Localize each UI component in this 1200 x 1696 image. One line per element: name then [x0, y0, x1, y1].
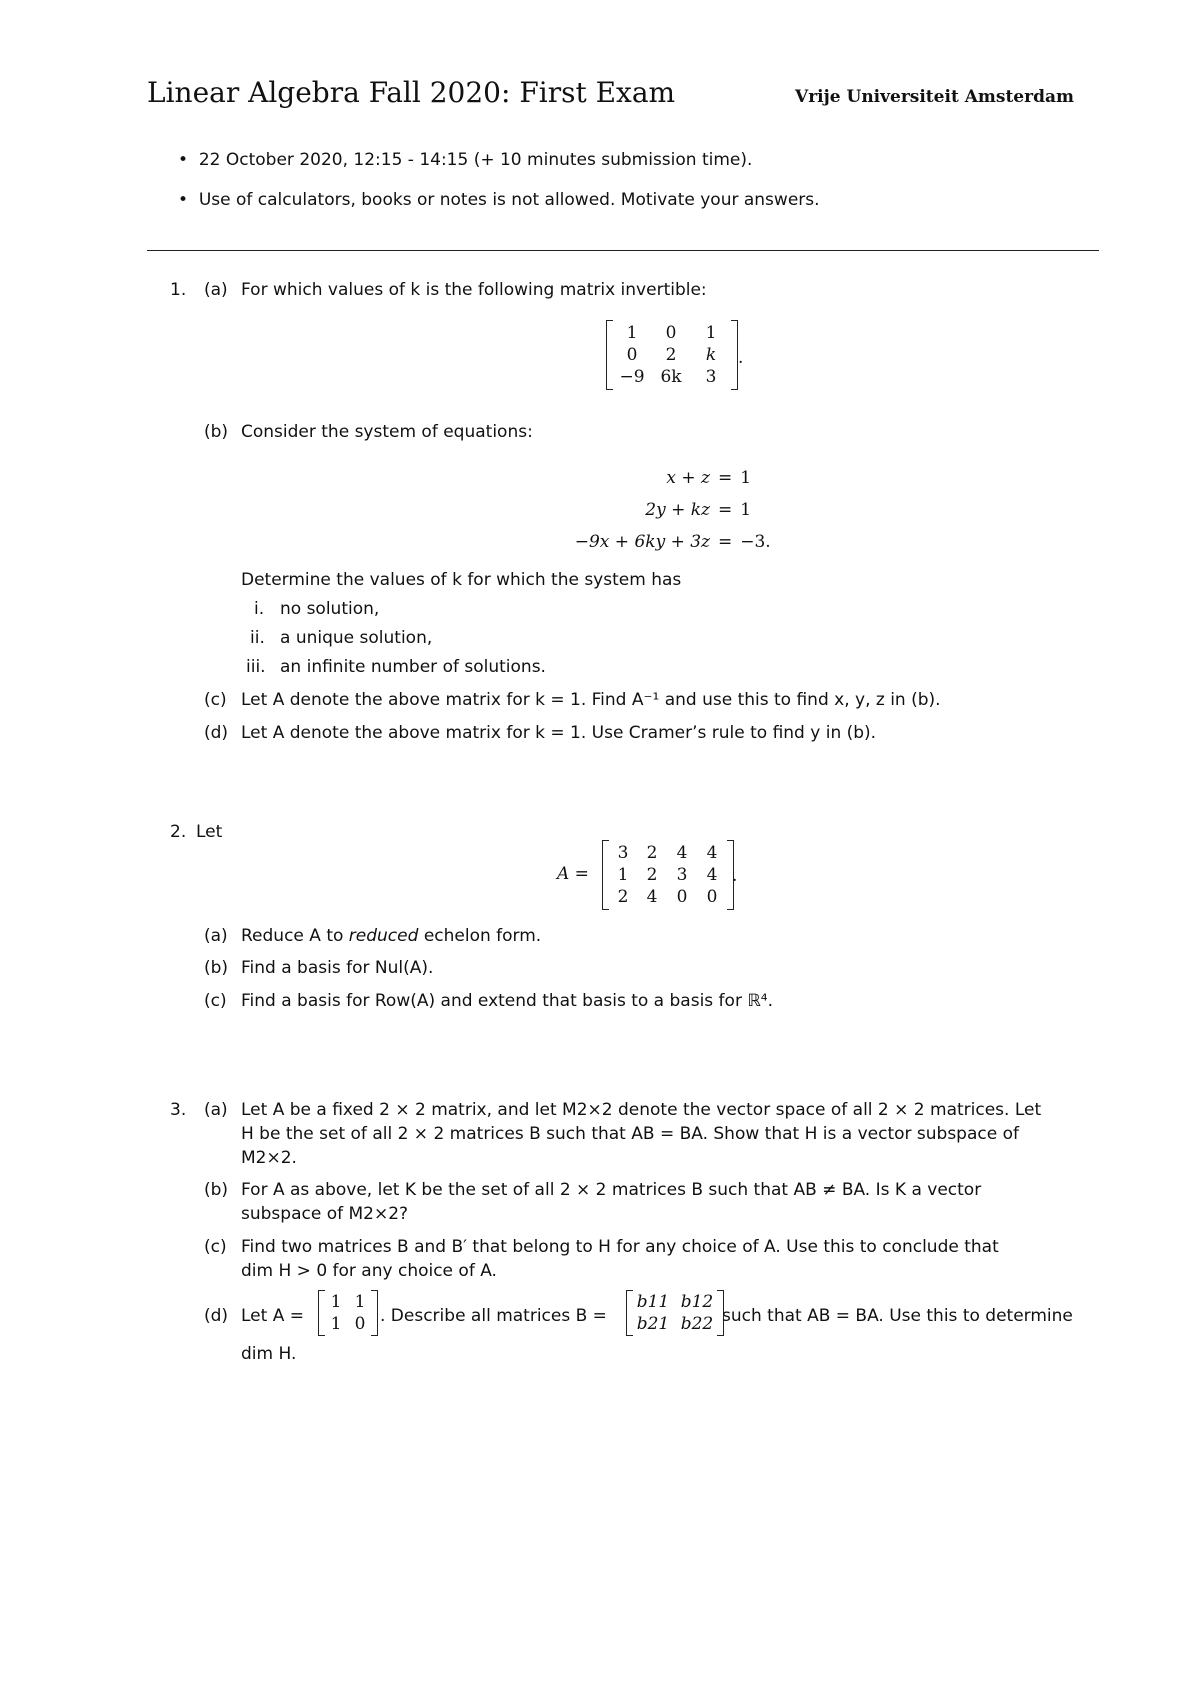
q1c-text: Let A denote the above matrix for k = 1. Find A⁻¹ and use this to find x, y, z in (b). [241, 690, 941, 710]
matrix-row [615, 344, 729, 366]
q2c-text: Find a basis for Row(A) and extend that basis to a basis for ℝ⁴. [241, 991, 774, 1011]
matrix-cell: 2 [646, 843, 658, 863]
matrix-cell: 1 [617, 865, 629, 885]
equation-rhs: −3. [740, 532, 771, 552]
q2-lhs: A = [557, 864, 589, 884]
equation-row: −9x + 6ky + 3z = −3. [560, 526, 771, 558]
matrix-row [324, 1313, 372, 1335]
matrix-row [615, 322, 729, 344]
q3a-label: (a) [204, 1100, 228, 1120]
matrix-cell: 2 [646, 865, 658, 885]
matrix-cell: 4 [676, 843, 688, 863]
q1b-label: (b) [204, 422, 229, 442]
matrix-cell: 4 [706, 843, 718, 863]
q2-matrix [602, 840, 734, 910]
q3a-line3: M2×2. [241, 1148, 297, 1168]
q3b-line2: subspace of M2×2? [241, 1204, 409, 1224]
equation-lhs: x + z [666, 468, 710, 488]
equation-row: x + z = 1 [560, 462, 771, 494]
page-title: Linear Algebra Fall 2020: First Exam [147, 76, 676, 109]
matrix-row [324, 1291, 372, 1313]
institution: Vrije Universiteit Amsterdam [795, 87, 1074, 107]
matrix-cell: −9 [619, 367, 645, 387]
matrix-cell: b12 [680, 1292, 714, 1312]
matrix-cell: 0 [354, 1314, 366, 1334]
period: . [738, 348, 744, 368]
q1b-text: Consider the system of equations: [241, 422, 533, 442]
q2a-label: (a) [204, 926, 228, 946]
q3d-matrix-a [318, 1290, 378, 1336]
matrix-cell: 3 [676, 865, 688, 885]
matrix-cell: 0 [665, 323, 677, 343]
q2b-label: (b) [204, 958, 229, 978]
matrix-cell: 1 [626, 323, 638, 343]
q1-matrix [606, 320, 738, 390]
bullet-dot: • [178, 150, 189, 170]
equation-rhs: 1 [740, 468, 752, 488]
matrix-row [609, 864, 727, 886]
q1d-text: Let A denote the above matrix for k = 1. Use Cramer’s rule to find y in (b). [241, 723, 877, 743]
q3a-line1: Let A be a fixed 2 × 2 matrix, and let M2×2 denote the vector space of all 2 × 2 matrices. Let [241, 1100, 1042, 1120]
q3d-tail: such that AB = BA. Use this to determine [722, 1306, 1073, 1326]
option-text: a unique solution, [280, 628, 433, 648]
matrix-cell: 4 [706, 865, 718, 885]
option-text: no solution, [280, 599, 380, 619]
q3d-let: Let A = [241, 1306, 304, 1326]
equation-rhs: 1 [740, 500, 752, 520]
matrix-cell: 1 [330, 1314, 342, 1334]
matrix-row [631, 1313, 719, 1335]
q2b-text: Find a basis for Nul(A). [241, 958, 434, 978]
q2a-text [241, 926, 541, 946]
option-label: ii. [250, 628, 265, 648]
matrix-row [615, 366, 729, 388]
q1d-label: (d) [204, 723, 229, 743]
matrix-row [609, 842, 727, 864]
q3d-describe: . Describe all matrices B = [380, 1306, 607, 1326]
q3c-line2: dim H > 0 for any choice of A. [241, 1261, 497, 1281]
q3-number: 3. [170, 1100, 187, 1120]
bullet-text: Use of calculators, books or notes is not allowed. Motivate your answers. [198, 190, 820, 210]
q1c-label: (c) [204, 690, 227, 710]
q3c-label: (c) [204, 1237, 227, 1257]
matrix-cell: b21 [636, 1314, 670, 1334]
equation-lhs: 2y + kz [645, 500, 710, 520]
matrix-cell: 2 [665, 345, 677, 365]
matrix-cell: 1 [330, 1292, 342, 1312]
q2-number: 2. [170, 822, 187, 842]
matrix-cell: 2 [617, 887, 629, 907]
q1b-determine: Determine the values of k for which the system has [241, 570, 682, 590]
equation-row: 2y + kz = 1 [560, 494, 771, 526]
q2a-pre: Reduce A to [241, 926, 349, 946]
bullet-item [178, 150, 752, 170]
matrix-cell: 6k [660, 367, 682, 387]
option-text: an infinite number of solutions. [280, 657, 546, 677]
q2c-label: (c) [204, 991, 227, 1011]
q3d-matrix-b [626, 1290, 724, 1336]
equation-system [560, 462, 771, 558]
q2a-em: reduced [348, 926, 419, 946]
q3b-line1: For A as above, let K be the set of all 2 × 2 matrices B such that AB ≠ BA. Is K a vector [241, 1180, 982, 1200]
q3d-label: (d) [204, 1306, 229, 1326]
bullet-text: 22 October 2020, 12:15 - 14:15 (+ 10 minutes submission time). [198, 150, 753, 170]
q3c-line1: Find two matrices B and B′ that belong to H for any choice of A. Use this to conclude that [241, 1237, 999, 1257]
matrix-cell: 1 [354, 1292, 366, 1312]
matrix-cell: 1 [705, 323, 717, 343]
q3d-line2: dim H. [241, 1344, 297, 1364]
period: . [732, 866, 738, 886]
matrix-cell: 3 [617, 843, 629, 863]
matrix-cell: 0 [626, 345, 638, 365]
matrix-row [609, 886, 727, 908]
q1a-label: (a) [204, 280, 228, 300]
matrix-cell: b11 [636, 1292, 670, 1312]
matrix-cell: b22 [680, 1314, 714, 1334]
divider [147, 250, 1099, 251]
matrix-cell: 3 [705, 367, 717, 387]
matrix-cell: k [705, 345, 717, 365]
q1a-text: For which values of k is the following matrix invertible: [241, 280, 707, 300]
matrix-cell: 0 [676, 887, 688, 907]
bullet-dot: • [178, 190, 189, 210]
matrix-row [631, 1291, 719, 1313]
option-label: iii. [246, 657, 266, 677]
matrix-cell: 0 [706, 887, 718, 907]
option-label: i. [254, 599, 265, 619]
q3a-line2: H be the set of all 2 × 2 matrices B such that AB = BA. Show that H is a vector subspace of [241, 1124, 1019, 1144]
bullet-item [178, 190, 820, 210]
q3b-label: (b) [204, 1180, 229, 1200]
q2a-post: echelon form. [418, 926, 542, 946]
equation-lhs: −9x + 6ky + 3z [574, 532, 710, 552]
q2-intro: Let [196, 822, 223, 842]
q1-number: 1. [170, 280, 187, 300]
matrix-cell: 4 [646, 887, 658, 907]
